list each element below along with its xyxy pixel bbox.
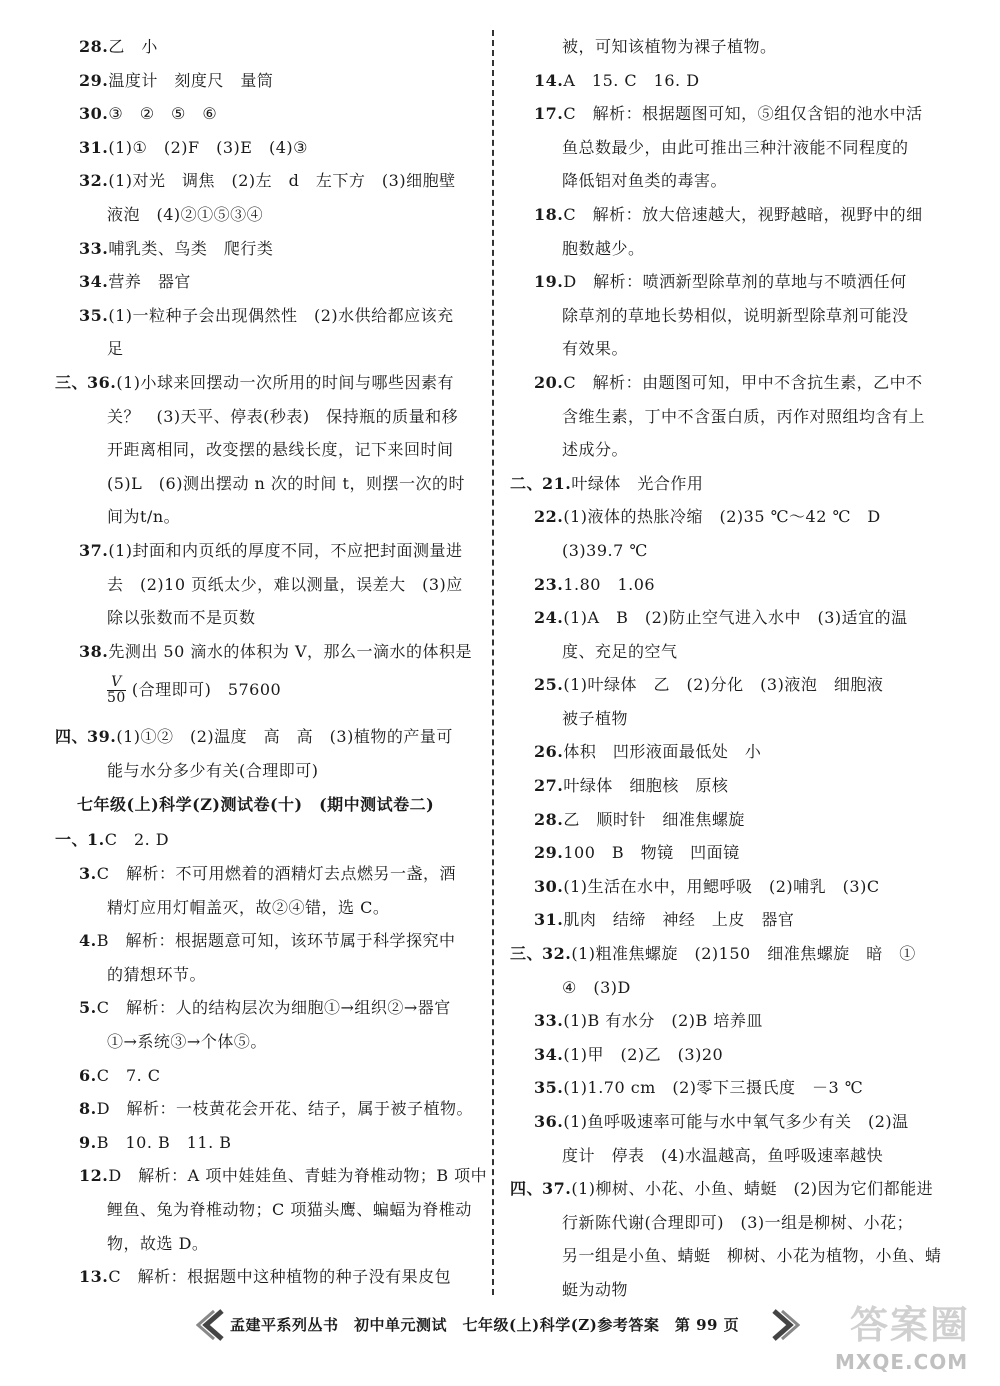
watermark-bottom-text: MXQE.COM <box>835 1350 969 1374</box>
question-number: 26. <box>534 742 564 762</box>
answer-line <box>510 1239 950 1273</box>
answer-text: (5)L (6)测出摆动 n 次的时间 t，则摆一次的时 <box>107 473 465 493</box>
answer-text: (1)鱼呼吸速率可能与水中氧气多少有关 (2)温 <box>563 1112 909 1131</box>
question-number: 36. <box>87 372 117 392</box>
answer-line <box>510 97 950 131</box>
answer-line <box>55 891 495 925</box>
answer-text: 先测出 50 滴水的体积为 V，那么一滴水的体积是 <box>108 641 473 661</box>
answer-text: 述成分。 <box>562 440 629 460</box>
answer-line <box>55 366 495 400</box>
question-number: 31. <box>79 137 109 157</box>
answer-text: 哺乳类、鸟类 爬行类 <box>108 238 274 258</box>
answer-text: C 2. D <box>104 830 170 850</box>
answer-text: B 解析：根据题意可知，该环节属于科学探究中 <box>96 931 456 951</box>
watermark-top-text: 答案圈 <box>850 1303 971 1347</box>
answer-text: 被子植物 <box>562 708 629 728</box>
answer-text: D 解析：A 项中娃娃鱼、青蛙为脊椎动物；B 项中 <box>108 1166 488 1186</box>
question-number: 33. <box>79 238 109 258</box>
question-number: 36. <box>534 1112 564 1131</box>
question-number: 32. <box>542 944 572 964</box>
answer-line <box>55 1126 495 1160</box>
question-number: 37. <box>79 540 109 560</box>
answer-text: 胞数越少。 <box>562 238 645 258</box>
answer-text: 被，可知该植物为裸子植物。 <box>562 37 777 56</box>
answer-text: D 解析：喷洒新型除草剂的草地与不喷洒任何 <box>563 272 907 292</box>
section-marker: 四、 <box>55 727 89 747</box>
answer-line <box>55 534 495 568</box>
answer-text: (1)柳树、小花、小鱼、蜻蜓 (2)因为它们都能进 <box>571 1179 934 1199</box>
section-marker: 一、 <box>55 830 89 850</box>
answer-line <box>510 870 950 904</box>
answer-text: (1)一粒种子会出现偶然性 (2)水供给都应该充 <box>108 305 454 325</box>
answer-line <box>55 1193 495 1227</box>
answer-text: (1)生活在水中，用鳃呼吸 (2)哺乳 (3)C <box>563 876 880 896</box>
answer-text: (1)封面和内页纸的厚度不同，不应把封面测量进 <box>108 540 463 560</box>
answer-line <box>510 400 950 434</box>
question-number: 20. <box>534 372 564 392</box>
answer-text: 1.80 1.06 <box>563 574 656 594</box>
answer-text: 能与水分多少有关(合理即可) <box>107 760 319 780</box>
question-number: 35. <box>534 1078 564 1098</box>
fraction-answer-line <box>55 668 495 712</box>
answer-line <box>55 232 495 266</box>
answer-line <box>510 534 950 568</box>
answer-line <box>55 1059 495 1093</box>
answer-text: ①→系统③→个体⑤。 <box>107 1032 267 1052</box>
answer-text: 除草剂的草地长势相似，说明新型除草剂可能没 <box>562 305 909 325</box>
answer-line <box>55 823 495 857</box>
answer-line <box>55 924 495 958</box>
question-number: 29. <box>79 70 109 90</box>
answer-line <box>510 1105 950 1139</box>
answer-line <box>510 1004 950 1038</box>
answer-text: (1)液体的热胀冷缩 (2)35 ℃～42 ℃ D <box>563 507 881 527</box>
answer-text: 蜓为动物 <box>562 1279 629 1299</box>
answer-line <box>510 1038 950 1072</box>
answer-text: 温度计 刻度尺 量筒 <box>108 70 274 90</box>
question-number: 8. <box>79 1099 97 1119</box>
answer-line <box>510 198 950 232</box>
test-heading: 七年级(上)科学(Z)测试卷(十) (期中测试卷二) <box>77 795 435 815</box>
answer-line <box>55 64 495 98</box>
answer-text: D 解析：一枝黄花会开花、结子，属于被子植物。 <box>96 1099 474 1119</box>
answer-text: (1)①② (2)温度 高 高 (3)植物的产量可 <box>116 727 453 747</box>
answer-line <box>55 601 495 635</box>
question-number: 34. <box>79 272 109 292</box>
answer-line <box>510 971 950 1005</box>
answer-line <box>55 1159 495 1193</box>
answer-line <box>510 366 950 400</box>
question-number: 35. <box>79 305 109 325</box>
answer-text: C 解析：根据题中这种植物的种子没有果皮包 <box>108 1267 452 1287</box>
answer-line <box>510 769 950 803</box>
answer-line <box>55 400 495 434</box>
answer-text: 开距离相同，改变摆的悬线长度，记下来回时间 <box>107 440 454 460</box>
question-number: 23. <box>534 574 564 594</box>
column-divider <box>492 30 494 1295</box>
answer-line <box>510 30 950 64</box>
question-number: 14. <box>534 70 564 90</box>
question-number: 33. <box>534 1011 564 1031</box>
answer-line <box>55 1025 495 1059</box>
section-marker: 二、 <box>510 473 544 493</box>
question-number: 5. <box>79 998 97 1018</box>
question-number: 29. <box>534 843 564 863</box>
answer-text: C 7. C <box>96 1065 161 1085</box>
answer-line <box>510 265 950 299</box>
footer-text: 孟建平系列丛书 初中单元测试 七年级(上)科学(Z)参考答案 第 99 页 <box>230 1316 740 1334</box>
question-number: 18. <box>534 204 564 224</box>
question-number: 13. <box>79 1267 109 1287</box>
answer-line <box>510 332 950 366</box>
answer-line <box>510 131 950 165</box>
watermark-logo <box>830 1290 990 1380</box>
chevron-left-icon <box>196 1308 226 1342</box>
question-number: 17. <box>534 104 564 124</box>
answer-text: C 解析：放大倍速越大，视野越暗，视野中的细 <box>563 204 923 224</box>
answer-text: 100 B 物镜 凹面镜 <box>563 843 740 863</box>
answer-line <box>510 803 950 837</box>
answer-text: (1)甲 (2)乙 (3)20 <box>563 1044 724 1064</box>
answer-line <box>55 635 495 669</box>
answer-text: 肌肉 结缔 神经 上皮 器官 <box>563 910 795 930</box>
section-marker: 三、 <box>55 372 89 392</box>
fraction-denominator: 50 <box>107 690 126 707</box>
question-number: 37. <box>542 1179 572 1199</box>
answer-line <box>510 568 950 602</box>
left-column <box>55 30 495 1294</box>
section-marker: 四、 <box>510 1179 544 1199</box>
answer-text: 另一组是小鱼、蜻蜓 柳树、小花为植物，小鱼、蜻 <box>562 1246 942 1266</box>
answer-text: 的猜想环节。 <box>107 964 207 984</box>
fraction <box>107 675 126 707</box>
question-number: 12. <box>79 1166 109 1186</box>
answer-text: 鱼总数最少，由此可推出三种汁液能不同程度的 <box>562 137 909 157</box>
answer-line <box>55 720 495 754</box>
question-number: 31. <box>534 910 564 930</box>
question-number: 6. <box>79 1065 97 1085</box>
answer-line <box>510 937 950 971</box>
answer-text: 关？ (3)天平、停表(秒表) 保持瓶的质量和移 <box>107 406 459 426</box>
answer-text: 度、充足的空气 <box>562 641 678 661</box>
question-number: 4. <box>79 931 97 951</box>
answer-text: 度计 停表 (4)水温越高，鱼呼吸速率越快 <box>562 1145 884 1165</box>
answer-text: (1)A B (2)防止空气进入水中 (3)适宜的温 <box>563 608 908 628</box>
answer-line <box>510 903 950 937</box>
answer-line <box>55 198 495 232</box>
answer-text: B 10. B 11. B <box>96 1132 232 1152</box>
answer-line <box>510 702 950 736</box>
answer-text: (1)粗准焦螺旋 (2)150 细准焦螺旋 暗 ① <box>571 944 916 964</box>
answer-text: ④ (3)D <box>562 977 631 997</box>
question-number: 28. <box>79 37 109 56</box>
answer-text: 有效果。 <box>562 339 629 359</box>
answer-text: (1)B 有水分 (2)B 培养皿 <box>563 1011 763 1031</box>
answer-text: (1)对光 调焦 (2)左 d 左下方 (3)细胞壁 <box>108 171 456 191</box>
answer-text: (1)小球来回摆动一次所用的时间与哪些因素有 <box>116 372 455 392</box>
question-number: 39. <box>87 727 117 747</box>
answer-text: C 解析：根据题图可知，⑤组仅含铝的池水中活 <box>563 104 923 124</box>
question-number: 34. <box>534 1044 564 1064</box>
question-number: 22. <box>534 507 564 527</box>
question-number: 21. <box>542 473 572 493</box>
answer-text: 乙 小 <box>108 37 158 56</box>
answer-line <box>510 1071 950 1105</box>
answer-line <box>55 265 495 299</box>
answer-text: 物，故选 D。 <box>107 1233 209 1253</box>
answer-line <box>510 836 950 870</box>
answer-text: 含维生素，丁中不含蛋白质，丙作对照组均含有上 <box>562 406 926 426</box>
answer-text: 去 (2)10 页纸太少，难以测量，误差大 (3)应 <box>107 574 463 594</box>
answer-line <box>55 30 495 64</box>
answer-line <box>510 735 950 769</box>
answer-text: 叶绿体 光合作用 <box>571 473 704 493</box>
answer-line <box>510 164 950 198</box>
answer-line <box>510 601 950 635</box>
answer-line <box>55 299 495 333</box>
question-number: 30. <box>534 876 564 896</box>
answer-line <box>510 232 950 266</box>
right-column <box>510 30 950 1307</box>
question-number: 25. <box>534 675 564 695</box>
answer-line <box>510 433 950 467</box>
answer-line <box>55 1227 495 1261</box>
answer-line <box>55 1092 495 1126</box>
fraction-numerator: V <box>107 675 126 691</box>
answer-text: A 15. C 16. D <box>563 70 700 90</box>
answer-line <box>55 958 495 992</box>
answer-line <box>510 299 950 333</box>
question-number: 1. <box>87 830 105 850</box>
question-number: 32. <box>79 171 109 191</box>
answer-line <box>510 1172 950 1206</box>
question-number: 30. <box>79 104 109 124</box>
answer-line <box>55 991 495 1025</box>
answer-text: 除以张数而不是页数 <box>107 608 256 628</box>
answer-text: (1)1.70 cm (2)零下三摄氏度 －3 ℃ <box>563 1078 864 1098</box>
answer-text: ③ ② ⑤ ⑥ <box>108 104 218 124</box>
answer-text: 乙 顺时针 细准焦螺旋 <box>563 809 745 829</box>
answer-line <box>55 568 495 602</box>
chevron-right-icon <box>770 1308 800 1342</box>
answer-text: 体积 凹形液面最低处 小 <box>563 742 762 762</box>
answer-text: (1)叶绿体 乙 (2)分化 (3)液泡 细胞液 <box>563 675 884 695</box>
question-number: 38. <box>79 641 109 661</box>
answer-text: 足 <box>107 339 124 359</box>
answer-line <box>55 467 495 501</box>
answer-line <box>510 1139 950 1173</box>
answer-text: (合理即可) 57600 <box>131 680 282 700</box>
answer-text: 精灯应用灯帽盖灭，故②④错，选 C。 <box>107 897 390 917</box>
answer-line <box>55 500 495 534</box>
question-number: 19. <box>534 272 564 292</box>
answer-text: C 解析：由题图可知，甲中不含抗生素，乙中不 <box>563 372 923 392</box>
answer-line <box>55 164 495 198</box>
answer-line <box>55 1260 495 1294</box>
answer-text: 行新陈代谢(合理即可) (3)一组是柳树、小花； <box>562 1212 914 1232</box>
answer-text: (3)39.7 ℃ <box>562 540 648 560</box>
answer-line <box>55 433 495 467</box>
answer-line <box>55 754 495 788</box>
answer-line <box>510 668 950 702</box>
question-number: 24. <box>534 608 564 628</box>
answer-text: (1)① (2)F (3)E (4)③ <box>108 137 308 157</box>
answer-text: 降低铝对鱼类的毒害。 <box>562 171 728 191</box>
answer-line <box>510 467 950 501</box>
answer-text: 营养 器官 <box>108 272 191 292</box>
spacer <box>55 712 495 720</box>
answer-text: C 解析：不可用燃着的酒精灯去点燃另一盏，酒 <box>96 864 456 884</box>
answer-text: C 解析：人的结构层次为细胞①→组织②→器官 <box>96 998 451 1018</box>
question-number: 3. <box>79 864 97 884</box>
answer-line <box>55 857 495 891</box>
question-number: 9. <box>79 1132 97 1152</box>
answer-text: 叶绿体 细胞核 原核 <box>563 776 729 796</box>
answer-text: 间为t/n。 <box>107 507 181 527</box>
question-number: 28. <box>534 809 564 829</box>
answer-line <box>510 64 950 98</box>
answer-text: 鲤鱼、兔为脊椎动物；C 项猫头鹰、蝙蝠为脊椎动 <box>107 1200 472 1219</box>
answer-line <box>55 97 495 131</box>
answer-line <box>55 332 495 366</box>
answer-line <box>510 1206 950 1240</box>
question-number: 27. <box>534 776 564 796</box>
section-marker: 三、 <box>510 944 544 964</box>
answer-text: 液泡 (4)②①⑤③④ <box>107 204 264 224</box>
answer-line <box>510 500 950 534</box>
answer-line <box>55 131 495 165</box>
answer-line <box>510 635 950 669</box>
